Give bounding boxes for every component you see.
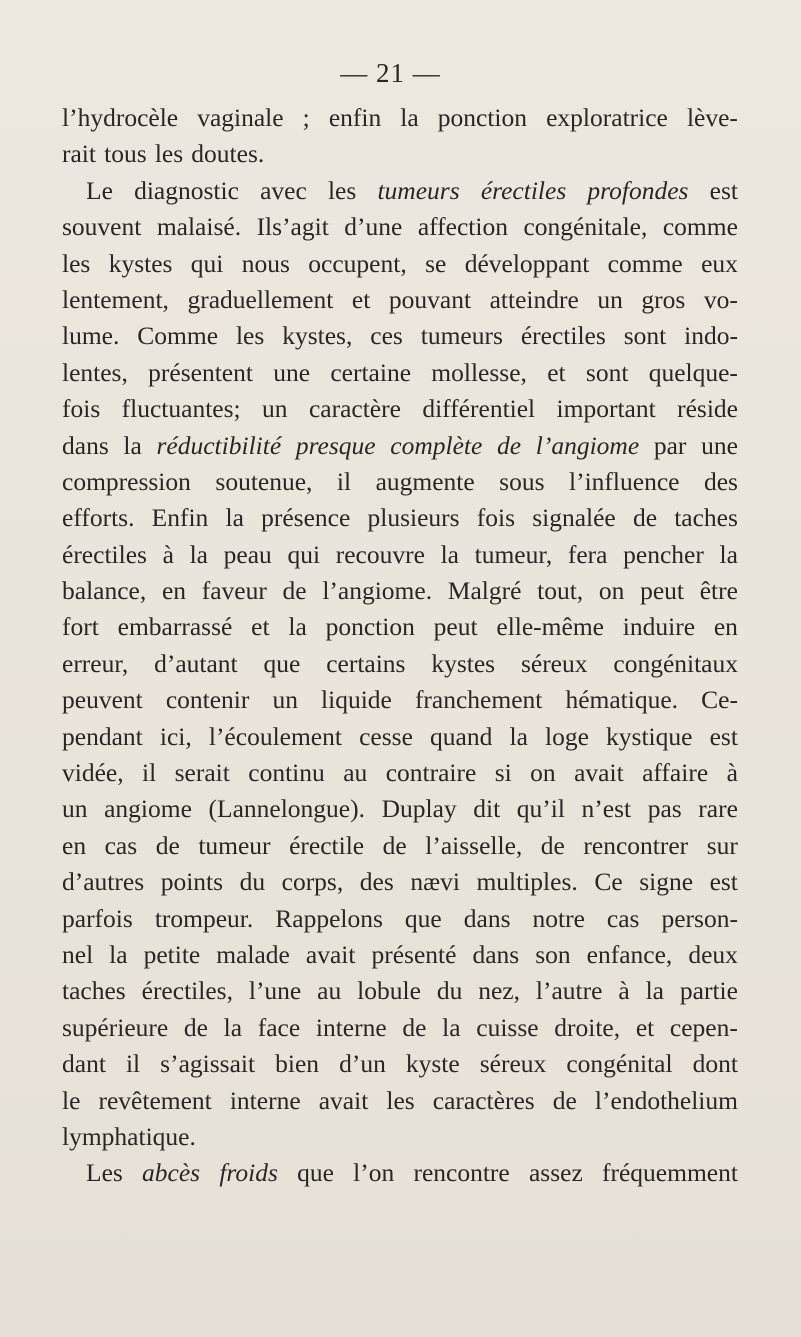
word: caractères — [432, 1085, 535, 1115]
word: liquide — [321, 685, 392, 715]
word: cepen- — [669, 1012, 738, 1042]
word: diagnostic — [134, 175, 239, 205]
word: corps, — [281, 867, 344, 897]
word: dans — [62, 430, 109, 460]
text-line — [62, 100, 738, 136]
word: la — [719, 539, 738, 569]
word: cuisse — [476, 1012, 539, 1042]
word: lobule — [357, 976, 421, 1006]
word: à — [162, 539, 174, 569]
word: cas — [104, 830, 138, 860]
word: recouvre — [335, 539, 425, 569]
word: quand — [430, 721, 493, 751]
word: les — [235, 321, 265, 351]
word: hématique. — [565, 685, 679, 715]
word: tumeurs — [420, 321, 503, 351]
text-line — [62, 500, 738, 536]
word: érectiles — [520, 321, 606, 351]
text-line — [62, 1010, 738, 1046]
word: rencontrer — [583, 830, 689, 860]
word: enfance, — [586, 939, 673, 969]
word: le — [62, 1085, 81, 1115]
word: et — [635, 1012, 655, 1042]
text-line — [62, 136, 738, 172]
word: que — [263, 648, 301, 678]
word: avait — [574, 758, 624, 788]
word: de — [382, 830, 407, 860]
word: Malgré — [447, 576, 522, 606]
text-line — [62, 318, 738, 354]
word: l’aisselle, — [425, 830, 523, 860]
text-line — [62, 355, 738, 391]
word: graduellement — [187, 284, 334, 314]
word: du — [239, 867, 266, 897]
body-text — [62, 100, 738, 1192]
text-line — [62, 755, 738, 791]
word: assez — [528, 1158, 583, 1188]
word: Comme — [137, 321, 219, 351]
word: en — [713, 612, 738, 642]
word: atteindre — [489, 284, 579, 314]
word: développant — [464, 248, 590, 278]
word: l’écoulement — [208, 721, 342, 751]
word: fluctuantes; — [121, 394, 241, 424]
word: par — [653, 430, 687, 460]
text-line — [62, 646, 738, 682]
word: n’est — [581, 794, 632, 824]
word: peau — [223, 539, 272, 569]
word: rare — [698, 794, 738, 824]
word: de — [632, 503, 658, 533]
word: d’autant — [154, 648, 238, 678]
word: taches — [674, 503, 738, 533]
word: bien — [275, 1049, 320, 1079]
word: dant — [62, 1049, 106, 1079]
word: qui — [287, 539, 321, 569]
word: quelque- — [648, 357, 738, 387]
word: la — [225, 503, 244, 533]
word: dont — [692, 1049, 738, 1079]
text-line — [62, 1119, 738, 1155]
word: serait — [174, 758, 230, 788]
word: Duplay — [381, 794, 457, 824]
word: caractère — [308, 394, 401, 424]
italic-word: presque — [295, 430, 376, 460]
word: la — [109, 939, 128, 969]
word: en — [62, 830, 87, 860]
word: qu’il — [516, 794, 565, 824]
word: ces — [370, 321, 403, 351]
word: mollesse, — [431, 357, 527, 387]
word: face — [257, 1012, 301, 1042]
word: souvent — [62, 212, 142, 242]
word: kystes — [108, 248, 173, 278]
word: angiome — [104, 794, 192, 824]
word: interne — [315, 1012, 387, 1042]
italic-word: complète — [390, 430, 483, 460]
word: est — [709, 721, 738, 751]
word: congénitaux — [613, 648, 738, 678]
word: à — [726, 758, 738, 788]
word: fois — [476, 503, 515, 533]
word: un — [597, 284, 623, 314]
word: l’influence — [569, 466, 680, 496]
word: continu — [248, 758, 325, 788]
word: la — [442, 1012, 461, 1042]
word: balance, — [62, 576, 147, 606]
word: la — [223, 1012, 243, 1042]
text-line — [62, 282, 738, 318]
word: affection — [417, 212, 508, 242]
word: tous — [104, 139, 147, 169]
word: peuvent — [62, 685, 143, 715]
word: être — [699, 576, 738, 606]
word: l’endothelium — [594, 1085, 738, 1115]
word: franchement — [414, 685, 543, 715]
word: notre — [532, 903, 585, 933]
word: comme — [662, 212, 738, 242]
word: tumeur, — [474, 539, 553, 569]
word: loge — [545, 721, 589, 751]
word: séreux — [479, 1049, 547, 1079]
text-line — [62, 864, 738, 900]
word: que — [404, 903, 442, 933]
italic-word: abcès — [142, 1158, 201, 1188]
word: du — [436, 976, 463, 1006]
text-line — [62, 464, 738, 500]
word: important — [556, 394, 656, 424]
word: compression — [62, 466, 191, 496]
word: signalée — [532, 503, 616, 533]
word: l’hydrocèle — [62, 103, 179, 132]
word: embarrassé — [117, 612, 233, 642]
word: Les — [86, 1158, 123, 1188]
word: fera — [567, 539, 608, 569]
word: gros — [641, 284, 686, 314]
word: elle-même — [496, 612, 604, 642]
word: affaire — [642, 758, 709, 788]
word: vo- — [703, 284, 738, 314]
word: Le — [86, 175, 113, 205]
word: est — [709, 867, 738, 897]
word: il — [142, 758, 157, 788]
word: nævi — [410, 867, 460, 897]
word: efforts. — [62, 503, 135, 533]
italic-word: réductibilité — [156, 430, 282, 460]
word: la — [440, 539, 459, 569]
text-line — [62, 973, 738, 1009]
word: érectiles — [62, 539, 147, 569]
word: de — [540, 830, 565, 860]
text-line — [62, 391, 738, 427]
word: pas — [647, 794, 682, 824]
word: présentent — [148, 357, 253, 387]
word: fois — [62, 394, 101, 424]
word: nous — [241, 248, 290, 278]
word: Enfin — [151, 503, 209, 533]
word: d’autres — [62, 867, 145, 897]
text-line — [62, 828, 738, 864]
word: avait — [305, 939, 356, 969]
word: kystique — [606, 721, 693, 751]
word: (Lannelongue). — [208, 794, 365, 824]
text-line — [62, 1155, 738, 1191]
word: ; — [302, 103, 310, 132]
word: ponction — [437, 103, 528, 132]
word: Ce- — [701, 685, 738, 715]
word: présence — [261, 503, 351, 533]
word: d’un — [339, 1049, 386, 1079]
page-number: — 21 — — [340, 58, 441, 88]
word: enfin — [328, 103, 382, 132]
word: un — [262, 394, 288, 424]
word: contraire — [385, 758, 477, 788]
word: tout, — [537, 576, 584, 606]
word: congénital — [566, 1049, 673, 1079]
word: fréquemment — [602, 1158, 738, 1188]
word: des — [703, 466, 738, 496]
word: avait — [318, 1085, 369, 1115]
word: est — [709, 175, 738, 205]
text-line — [62, 246, 738, 282]
word: peut — [640, 576, 684, 606]
word: comme — [607, 248, 683, 278]
word: exploratrice — [546, 103, 668, 132]
word: Ce — [594, 867, 623, 897]
word: de — [402, 1012, 427, 1042]
word: s’agissait — [160, 1049, 256, 1079]
word: une — [273, 357, 311, 387]
italic-word: profondes — [587, 175, 689, 205]
word: trompeur. — [154, 903, 254, 933]
word: sur — [706, 830, 738, 860]
word: lève- — [686, 103, 738, 132]
word: faveur — [201, 576, 267, 606]
word: kystes, — [282, 321, 353, 351]
word: soutenue, — [215, 466, 313, 496]
word: au — [317, 976, 342, 1006]
text-line — [62, 209, 738, 245]
word: fort — [62, 612, 99, 642]
word: nel — [62, 939, 94, 969]
word: tumeur — [198, 830, 271, 860]
text-line — [62, 901, 738, 937]
italic-word: froids — [219, 1158, 278, 1188]
word: vidée, — [62, 758, 124, 788]
word: erreur, — [62, 648, 129, 678]
word: sont — [585, 357, 629, 387]
word: on — [530, 758, 556, 788]
italic-word: tumeurs — [377, 175, 460, 205]
word: multiples. — [476, 867, 578, 897]
word: sont — [623, 321, 667, 351]
word: et — [547, 357, 566, 387]
word: nez, — [478, 976, 520, 1006]
word: person- — [661, 903, 738, 933]
word: séreux — [520, 648, 588, 678]
word: et — [251, 612, 270, 642]
text-line — [62, 682, 738, 718]
word: il — [336, 466, 352, 496]
italic-word: de — [497, 430, 522, 460]
word: signe — [639, 867, 694, 897]
word: la — [189, 539, 208, 569]
word: qui — [190, 248, 224, 278]
word: cas — [606, 903, 640, 933]
word: petite — [143, 939, 201, 969]
text-line — [62, 937, 738, 973]
word: points — [160, 867, 224, 897]
word: d’une — [344, 212, 403, 242]
word: au — [343, 758, 368, 788]
word: certains — [326, 648, 406, 678]
word: supérieure — [62, 1012, 169, 1042]
word: augmente — [375, 466, 475, 496]
word: rait — [62, 139, 96, 169]
word: se — [425, 248, 447, 278]
word: avec — [260, 175, 307, 205]
word: occupent, — [308, 248, 407, 278]
word: de — [183, 1012, 208, 1042]
italic-word: érectiles — [480, 175, 567, 205]
word: on — [598, 576, 625, 606]
word: kyste — [405, 1049, 460, 1079]
word: sous — [499, 466, 545, 496]
word: malade — [216, 939, 290, 969]
word: Rappelons — [275, 903, 383, 933]
word: vaginale — [197, 103, 284, 132]
word: dans — [463, 903, 511, 933]
word: présenté — [371, 939, 457, 969]
word: contenir — [165, 685, 250, 715]
word: pendant — [62, 721, 143, 751]
word: la — [400, 103, 419, 132]
word: plusieurs — [367, 503, 460, 533]
word: deux — [688, 939, 738, 969]
word: de — [155, 830, 180, 860]
word: un — [62, 794, 88, 824]
text-line — [62, 1083, 738, 1119]
word: si — [494, 758, 512, 788]
word: induire — [622, 612, 696, 642]
word: la — [509, 721, 528, 751]
text-line — [62, 791, 738, 827]
word: dans — [472, 939, 520, 969]
word: la — [645, 976, 664, 1006]
word: la — [123, 430, 142, 460]
word: parfois — [62, 903, 133, 933]
text-line — [62, 719, 738, 755]
word: cesse — [359, 721, 413, 751]
word: réside — [677, 394, 738, 424]
text-line — [62, 573, 738, 609]
word: l’on — [353, 1158, 395, 1188]
word: des — [359, 867, 394, 897]
word: l’angiome. — [322, 576, 433, 606]
text-line — [62, 173, 738, 209]
word: ponction — [325, 612, 415, 642]
word: doutes. — [191, 139, 265, 169]
word: son — [535, 939, 571, 969]
word: l’une — [248, 976, 302, 1006]
word: malaisé. — [156, 212, 242, 242]
word: les — [62, 248, 91, 278]
text-line — [62, 1046, 738, 1082]
word: revêtement — [98, 1085, 212, 1115]
word: peut — [433, 612, 478, 642]
word: indo- — [684, 321, 738, 351]
word: lentes, — [62, 357, 128, 387]
word: kystes — [431, 648, 496, 678]
word: les — [386, 1085, 415, 1115]
word: les — [327, 175, 357, 205]
word: la — [288, 612, 307, 642]
word: érectiles, — [141, 976, 233, 1006]
word: de — [282, 576, 307, 606]
word: partie — [679, 976, 738, 1006]
word: en — [161, 576, 187, 606]
word: une — [701, 430, 738, 460]
word: taches — [62, 976, 126, 1006]
word: droite, — [554, 1012, 621, 1042]
word: lentement, — [62, 284, 169, 314]
word: lymphatique. — [62, 1121, 196, 1151]
word: lume. — [62, 321, 120, 351]
word: les — [154, 139, 184, 169]
text-line — [62, 428, 738, 464]
word: pouvant — [388, 284, 472, 314]
text-line — [62, 609, 738, 645]
word: Ils’agit — [256, 212, 329, 242]
word: eux — [701, 248, 738, 278]
word: à — [618, 976, 630, 1006]
word: certaine — [330, 357, 412, 387]
word: différentiel — [422, 394, 536, 424]
word: pencher — [623, 539, 704, 569]
word: congénitale, — [523, 212, 648, 242]
word: que — [297, 1158, 334, 1188]
word: l’autre — [535, 976, 603, 1006]
text-line — [62, 537, 738, 573]
word: et — [351, 284, 371, 314]
word: un — [272, 685, 298, 715]
word: ici, — [159, 721, 192, 751]
word: dit — [473, 794, 501, 824]
italic-word: l’angiome — [535, 430, 640, 460]
word: de — [552, 1085, 577, 1115]
word: il — [125, 1049, 141, 1079]
word: interne — [229, 1085, 301, 1115]
word: rencontre — [413, 1158, 510, 1188]
word: érectile — [289, 830, 365, 860]
